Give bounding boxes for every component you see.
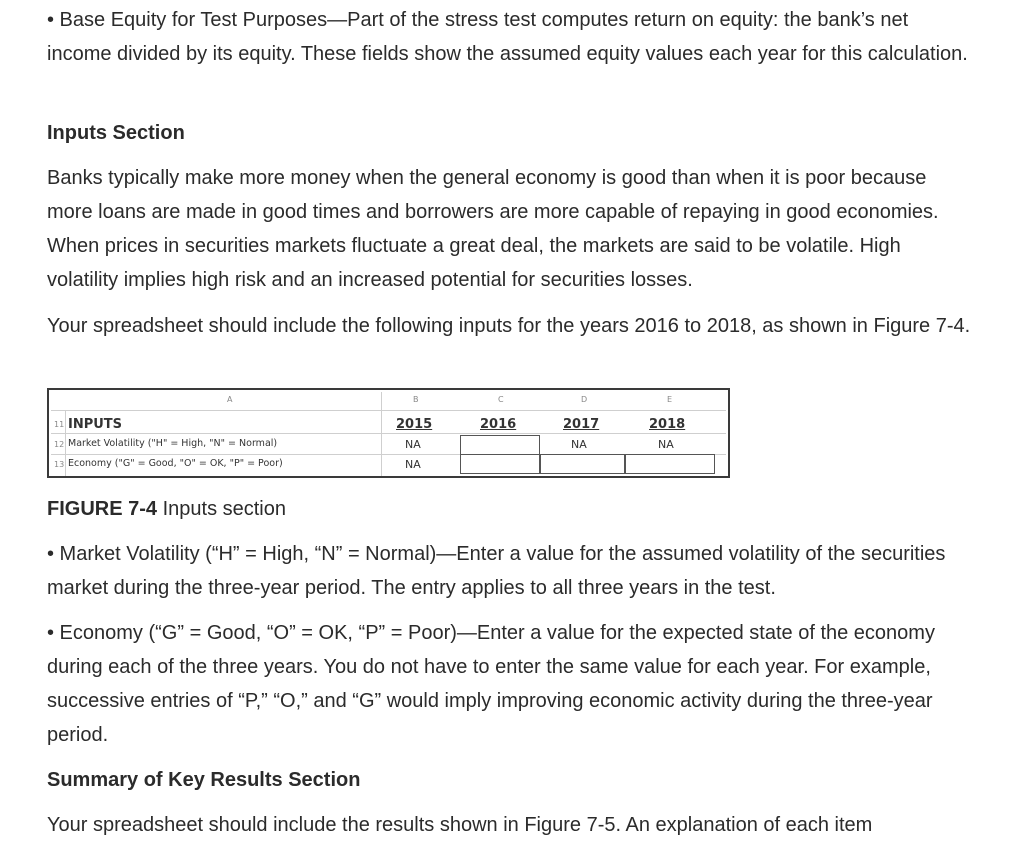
cell-year-2018: 2018 — [649, 417, 686, 432]
cell-year-2016: 2016 — [480, 417, 517, 432]
paragraph-market-volatility: • Market Volatility (“H” = High, “N” = Normal)—Enter a value for the assumed volatility of the securities market during the three-year period. The entry applies to all three years in the test. — [47, 543, 946, 599]
cell-year-2017: 2017 — [563, 417, 600, 432]
figure-7-4-spreadsheet — [47, 388, 730, 478]
paragraph-economy: • Economy (“G” = Good, “O” = OK, “P” = Poor)—Enter a value for the expected state of the economy during each of the three years. You do not have to enter the same value for each year. For example, successive entries of “P,” “O,” and “G” would imply improving economic activity during the three-year period. — [47, 622, 935, 746]
paragraph-summary-text: Your spreadsheet should include the results shown in Figure 7-5. An explanation of each item — [47, 814, 873, 836]
cell-market-2015: NA — [405, 438, 421, 451]
column-header-e: E — [667, 395, 673, 404]
grid-line — [51, 433, 726, 434]
input-market-2016[interactable] — [460, 435, 540, 455]
input-economy-2018[interactable] — [625, 454, 715, 474]
cell-economy-label: Economy ("G" = Good, "O" = OK, "P" = Poor) — [68, 458, 283, 469]
cell-market-volatility-label: Market Volatility ("H" = High, "N" = Normal) — [68, 438, 278, 449]
cell-economy-2015: NA — [405, 458, 421, 471]
cell-year-2015: 2015 — [396, 417, 433, 432]
input-economy-2016[interactable] — [460, 454, 540, 474]
cell-inputs-label: INPUTS — [68, 417, 123, 432]
cell-market-2017: NA — [571, 438, 587, 451]
spreadsheet-image — [51, 392, 726, 474]
heading-summary-key-results: Summary of Key Results Section — [47, 769, 361, 791]
column-header-a: A — [227, 395, 233, 404]
figure-caption — [47, 492, 286, 526]
grid-line — [381, 392, 382, 476]
figure-caption-label: FIGURE 7-4 — [47, 498, 158, 520]
column-header-c: C — [498, 395, 504, 404]
paragraph-base-equity: • Base Equity for Test Purposes—Part of the stress test computes return on equity: the bank’s net income divided by its equity. These fields show the assumed equity values each year for this calculation. — [47, 9, 968, 65]
figure-caption-text: Inputs section — [157, 498, 286, 520]
row-number-11: 11 — [54, 420, 65, 429]
heading-inputs-section: Inputs Section — [47, 122, 185, 144]
paragraph-your-spreadsheet: Your spreadsheet should include the following inputs for the years 2016 to 2018, as shown in Figure 7-4. — [47, 315, 971, 337]
cell-market-2018: NA — [658, 438, 674, 451]
column-header-d: D — [581, 395, 588, 404]
input-economy-2017[interactable] — [540, 454, 625, 474]
paragraph-banks-typically: Banks typically make more money when the general economy is good than when it is poor because more loans are made in good times and borrowers are more capable of repaying in good economies. When prices in securities markets fluctuate a great deal, the markets are said to be volatile. High volatility implies high risk and an increased potential for securities losses. — [47, 167, 939, 291]
column-header-b: B — [413, 395, 419, 404]
grid-line — [51, 410, 726, 411]
row-number-13: 13 — [54, 460, 65, 469]
grid-line — [65, 410, 66, 476]
row-number-12: 12 — [54, 440, 65, 449]
